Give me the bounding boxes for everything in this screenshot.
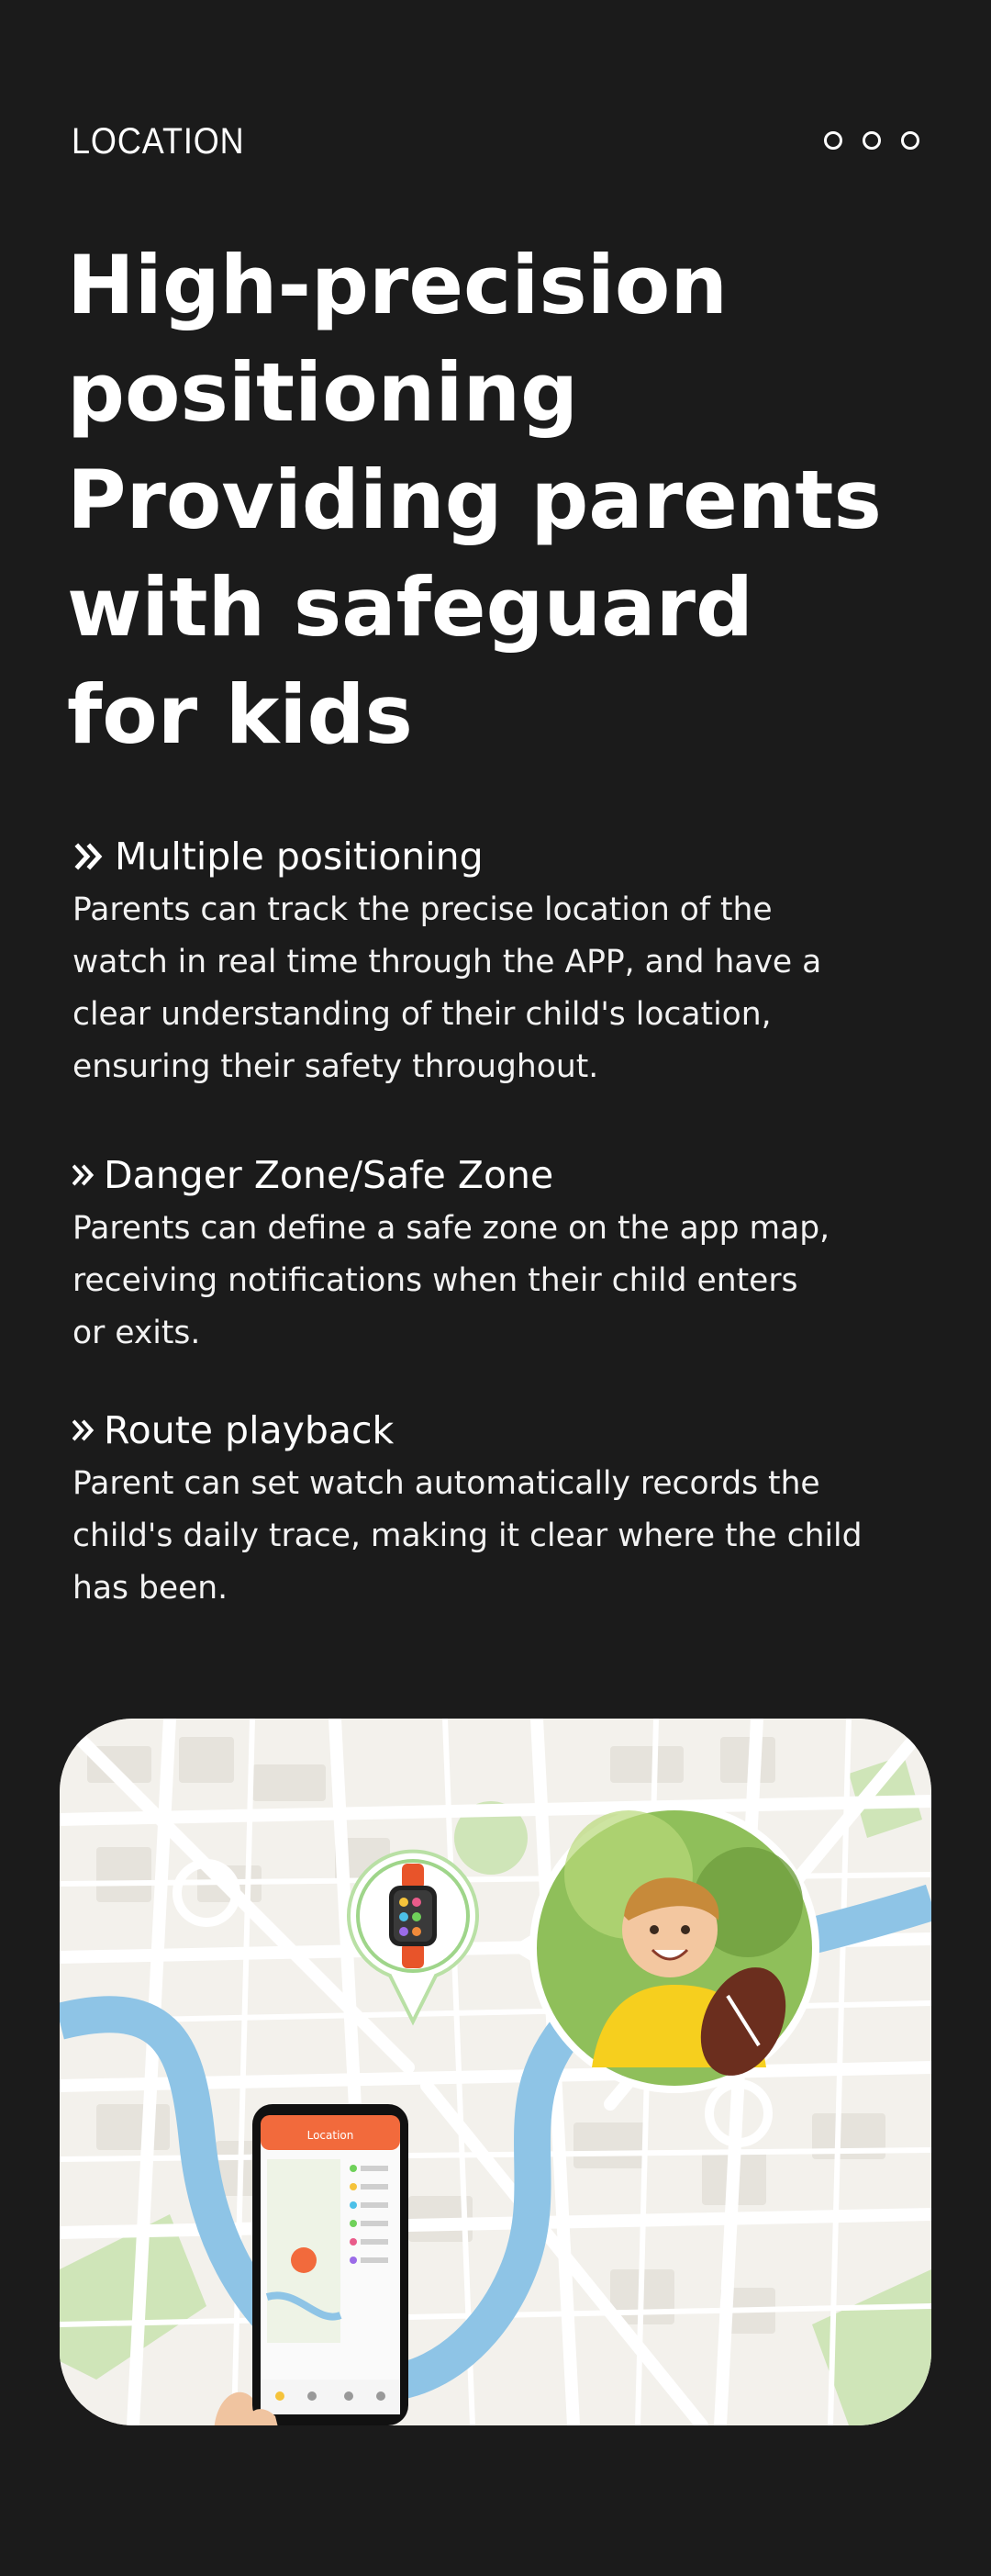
page-headline: [67, 231, 930, 768]
pagination-dots: [824, 131, 919, 150]
headline-line: High-precision: [67, 238, 729, 332]
child-photo: [491, 1792, 821, 2104]
phone-app-title: Location: [306, 2129, 354, 2142]
headline-line: Providing parents: [67, 453, 882, 547]
feature-description: [72, 884, 935, 1093]
chevron-double-right-icon: [72, 1416, 100, 1445]
feature-description: [72, 1458, 935, 1615]
feature-line: clear understanding of their child's location,: [72, 996, 772, 1033]
pagination-dot: [863, 131, 881, 150]
chevron-double-right-icon: [72, 1160, 100, 1190]
location-map-illustration: [60, 1719, 931, 2425]
feature-line: Parents can define a safe zone on the app map,: [72, 1210, 830, 1247]
pagination-dot: [824, 131, 842, 150]
feature-title: [72, 1149, 935, 1201]
feature-title: [72, 831, 935, 882]
feature-description: [72, 1203, 935, 1360]
headline-line: positioning: [67, 345, 579, 440]
feature-line: watch in real time through the APP, and have a: [72, 944, 822, 980]
feature-line: Parent can set watch automatically records the: [72, 1465, 820, 1502]
pagination-dot: [901, 131, 919, 150]
feature-title: [72, 1405, 935, 1456]
feature-multiple-positioning: [72, 831, 935, 1093]
feature-line: ensuring their safety throughout.: [72, 1048, 599, 1085]
section-eyebrow: LOCATION: [72, 121, 245, 162]
feature-line: or exits.: [72, 1315, 201, 1351]
feature-title-text: Multiple positioning: [115, 834, 484, 879]
feature-line: receiving notifications when their child enters: [72, 1262, 798, 1299]
headline-line: for kids: [67, 667, 413, 762]
map-pin-icon: [340, 1838, 486, 2031]
headline-line: with safeguard: [67, 560, 753, 655]
phone-icon: [170, 2104, 445, 2425]
chevron-double-right-icon: [72, 842, 107, 871]
feature-route-playback: [72, 1405, 935, 1615]
feature-title-text: Route playback: [104, 1408, 395, 1452]
feature-line: Parents can track the precise location of the: [72, 891, 773, 928]
feature-line: child's daily trace, making it clear where the child: [72, 1518, 863, 1554]
feature-line: has been.: [72, 1570, 228, 1607]
feature-title-text: Danger Zone/Safe Zone: [104, 1153, 554, 1197]
feature-danger-safe-zone: [72, 1149, 935, 1360]
